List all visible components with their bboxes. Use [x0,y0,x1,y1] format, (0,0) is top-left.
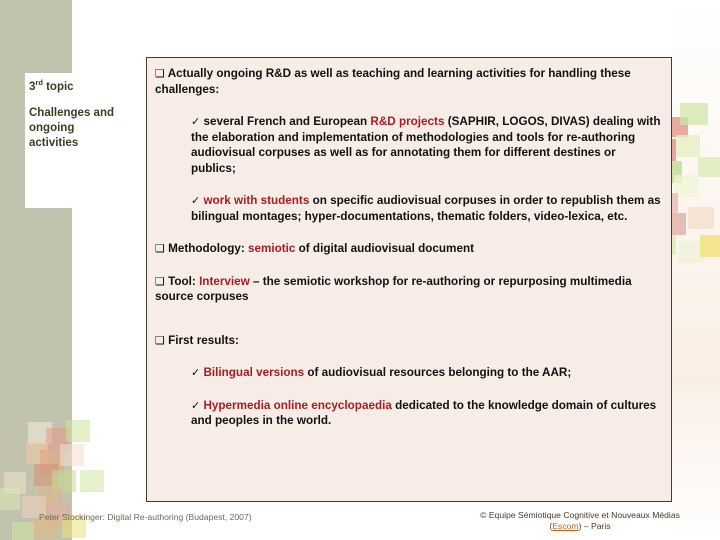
deco-square [688,207,714,229]
footer-close-text: ) – Paris [578,521,611,531]
result-post-text: of audiovisual resources belonging to the AAR; [304,366,572,379]
methodology-bullet-item [155,241,661,257]
topic-ordinal-suffix: rd [35,78,43,87]
square-bullet-icon: ❑ [155,67,165,80]
check-bullet-icon: ✓ [191,398,201,412]
methodology-highlight: semiotic [247,242,296,255]
first-results-bullet-item [155,333,661,349]
footer-copyright [440,510,720,532]
methodology-post-text: of digital audiovisual document [295,242,474,255]
footer-open-paren: ( [549,521,553,531]
methodology-pre-text: Methodology: [168,242,248,255]
tool-post-text: – the semiotic workshop for re-authoring or repurposing multimedia source corpuses [155,274,632,303]
square-bullet-icon: ❑ [155,242,165,255]
result-highlight: Hypermedia online encyclopaedia [203,398,392,412]
result-highlight: Bilingual versions [203,366,305,379]
square-bullet-icon: ❑ [155,333,165,347]
result-item-bilingual [191,365,661,381]
footer-copyright-line2 [440,521,720,532]
deco-square [80,470,104,492]
tool-bullet-item [155,274,661,305]
sub-item-highlight: work with students [203,194,310,207]
check-bullet-icon: ✓ [191,194,201,207]
footer-copyright-line1: © Equipe Sémiotique Cognitive et Nouveaux Médias [480,510,680,520]
tool-highlight: Interview [199,274,250,288]
square-bullet-icon: ❑ [155,274,165,288]
footer-presentation-info: Peter Stockinger: Digital Re-authoring (Budapest, 2007) [39,512,252,522]
topic-number-label [29,76,121,94]
tool-pre-text: Tool: [168,274,200,288]
first-results-text: First results: [168,333,239,347]
sub-item-pre-text: several French and European [203,115,371,128]
deco-square [12,522,34,540]
sub-item-students [191,193,661,224]
deco-square [60,444,84,466]
sub-item-post-text: (SAPHIR, LOGOS, DIVAS) dealing with the elaboration and implementation of methodologies and tools for re-authoring audiovisual corpuses as well as for annotating them for different destines or publics; [191,115,661,175]
topic-word: topic [42,80,74,93]
sub-item-post-text: on specific audiovisual corpuses in order to republish them as bilingual montages; hyper-documentations, thematic folders, video-lexica, etc. [191,194,661,223]
deco-square [700,235,720,257]
sub-item-projects [191,114,661,176]
deco-square [66,420,90,442]
intro-bullet-item [155,66,661,97]
check-bullet-icon: ✓ [191,366,201,379]
check-bullet-icon: ✓ [191,115,201,128]
deco-square [680,103,708,125]
sub-item-highlight: R&D projects [370,115,445,128]
topic-number: 3 [29,80,36,93]
deco-square [698,157,720,177]
result-item-encyclopaedia [191,398,661,429]
page-title: Challenges and ongoing activities [29,106,114,149]
deco-square [676,135,700,157]
deco-square [0,488,20,510]
intro-text: Actually ongoing R&D as well as teaching and learning activities for handling these challenges: [155,67,631,96]
slide-title-block [29,76,121,151]
result-post-text: dedicated to the knowledge domain of cultures and peoples in the world. [191,398,657,427]
escom-link[interactable]: Escom [552,521,579,531]
content-panel [146,57,672,502]
